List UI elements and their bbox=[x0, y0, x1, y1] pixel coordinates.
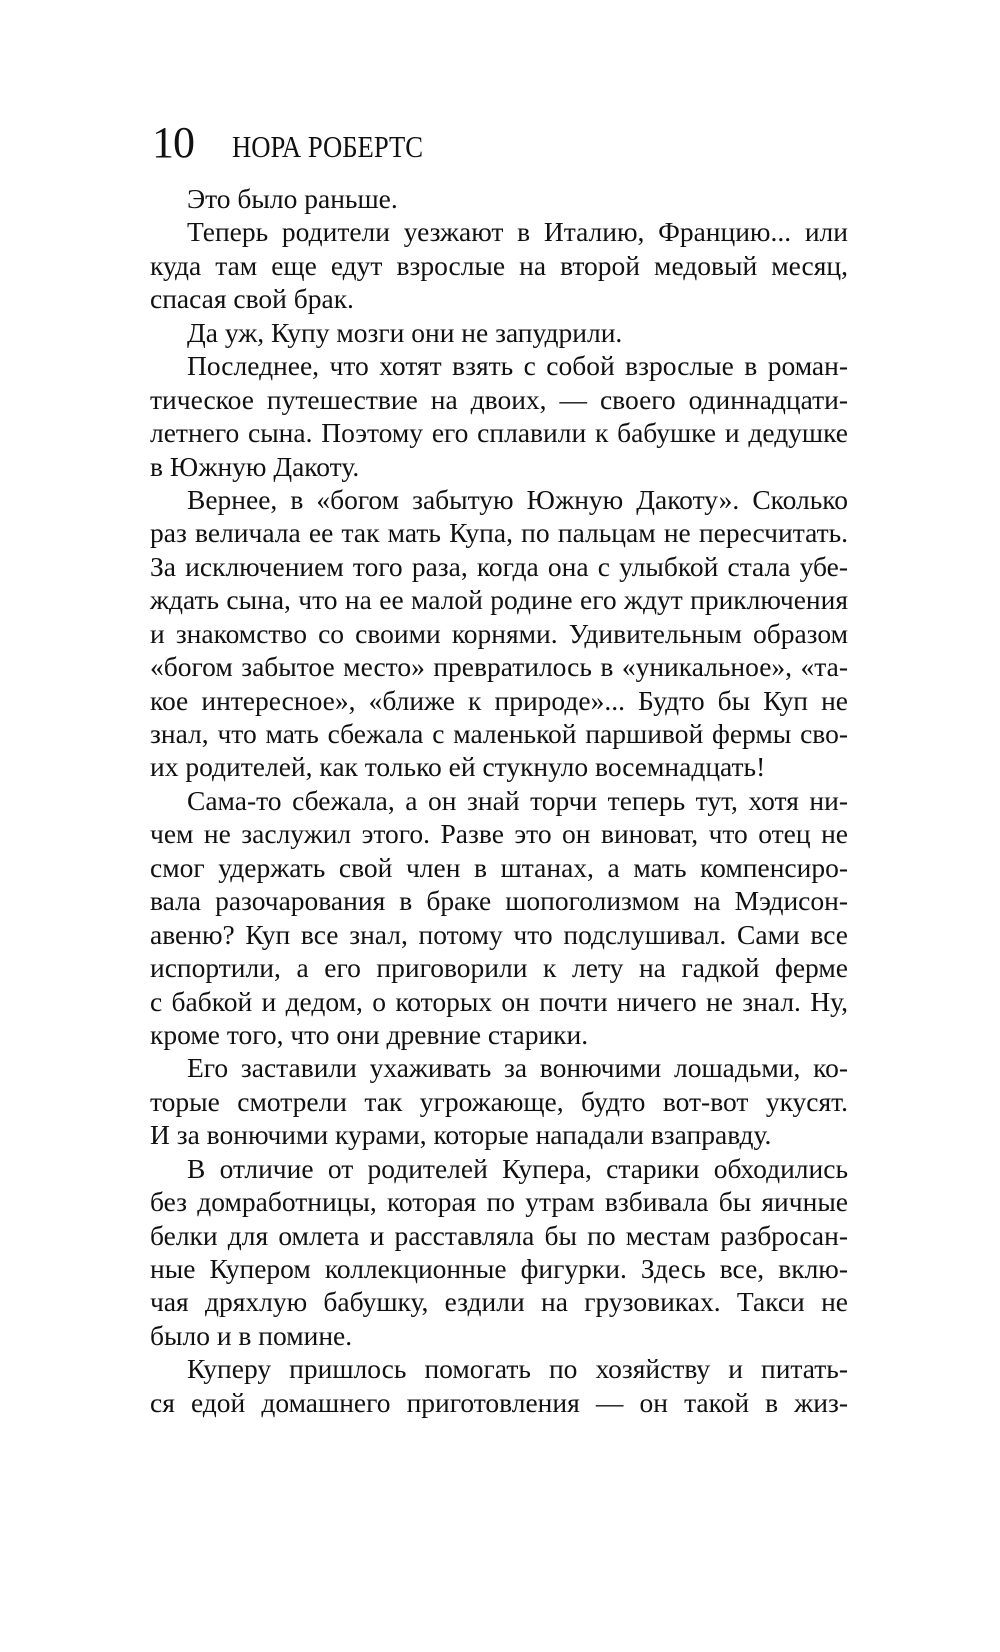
text-line: белки для омлета и расставляла бы по местам разбросан- bbox=[150, 1219, 848, 1251]
text-line: испортили, а его приговорили к лету на гадкой ферме bbox=[150, 952, 848, 984]
text-line: вала разочарования в браке шопоголизмом на Мэдисон- bbox=[150, 885, 848, 917]
text-line: в Южную Дакоту. bbox=[150, 450, 360, 482]
body-text bbox=[150, 182, 848, 1419]
text-line: ные Купером коллекционные фигурки. Здесь все, вклю- bbox=[150, 1253, 848, 1284]
text-line: с бабкой и дедом, о которых он почти ничего не знал. Ну, bbox=[150, 985, 848, 1017]
text-line: «богом забытое место» превратилось в «уникальное», «та- bbox=[150, 651, 848, 683]
author-name: НОРА РОБЕРТС bbox=[232, 129, 424, 164]
text-line: Сама-то сбежала, а он знай торчи теперь тут, хотя ни- bbox=[187, 784, 848, 816]
text-line: Теперь родители уезжают в Италию, Францию... или bbox=[187, 216, 848, 248]
text-line: раз величала ее так мать Купа, по пальцам не пересчитать. bbox=[150, 517, 848, 549]
page-number: 10 bbox=[152, 118, 194, 167]
text-line: Последнее, что хотят взять с собой взрослые в роман- bbox=[187, 350, 848, 382]
text-line: чем не заслужил этого. Разве это он виноват, что отец не bbox=[150, 818, 848, 850]
text-line: Вернее, в «богом забытую Южную Дакоту». Сколько bbox=[187, 483, 848, 515]
text-line: В отличие от родителей Купера, старики обходились bbox=[187, 1152, 848, 1184]
text-line: И за вонючими курами, которые нападали взаправду. bbox=[150, 1119, 772, 1151]
text-line: Да уж, Купу мозги они не запудрили. bbox=[187, 316, 623, 348]
text-line: торые смотрели так угрожающе, будто вот-вот укусят. bbox=[150, 1085, 848, 1117]
text-line: и знакомство со своими корнями. Удивительным образом bbox=[150, 617, 848, 649]
text-line: ся едой домашнего приготовления — он такой в жиз- bbox=[150, 1386, 848, 1418]
text-line: без домработницы, которая по утрам взбивала бы яичные bbox=[150, 1186, 848, 1218]
text-line: ждать сына, что на ее малой родине его ждут приключения bbox=[150, 584, 848, 616]
text-line: было и в помине. bbox=[150, 1319, 353, 1351]
text-line: Куперу пришлось помогать по хозяйству и питать- bbox=[187, 1353, 848, 1385]
running-head bbox=[152, 118, 454, 168]
text-line: кроме того, что они древние старики. bbox=[150, 1018, 589, 1050]
text-line: За исключением того раза, когда она с улыбкой стала убе- bbox=[150, 550, 848, 582]
text-line: кое интересное», «ближе к природе»... Будто бы Куп не bbox=[150, 684, 848, 716]
text-line: знал, что мать сбежала с маленькой паршивой фермы сво- bbox=[150, 718, 848, 749]
text-line: спасая свой брак. bbox=[150, 283, 354, 315]
text-line: Его заставили ухаживать за вонючими лошадьми, ко- bbox=[187, 1052, 848, 1084]
text-line: их родителей, как только ей стукнуло восемнадцать! bbox=[150, 751, 766, 783]
text-line: чая дряхлую бабушку, ездили на грузовиках. Такси не bbox=[150, 1286, 848, 1318]
text-line: авеню? Куп все знал, потому что подслушивал. Сами все bbox=[150, 918, 848, 950]
text-line: смог удержать свой член в штанах, а мать компенсиро- bbox=[150, 851, 848, 883]
text-line: летнего сына. Поэтому его сплавили к бабушке и дедушке bbox=[150, 417, 848, 449]
text-line: Это было раньше. bbox=[187, 183, 398, 214]
text-line: куда там еще едут взрослые на второй медовый месяц, bbox=[150, 249, 848, 281]
text-line: тическое путешествие на двоих, — своего одиннадцати- bbox=[150, 383, 848, 415]
